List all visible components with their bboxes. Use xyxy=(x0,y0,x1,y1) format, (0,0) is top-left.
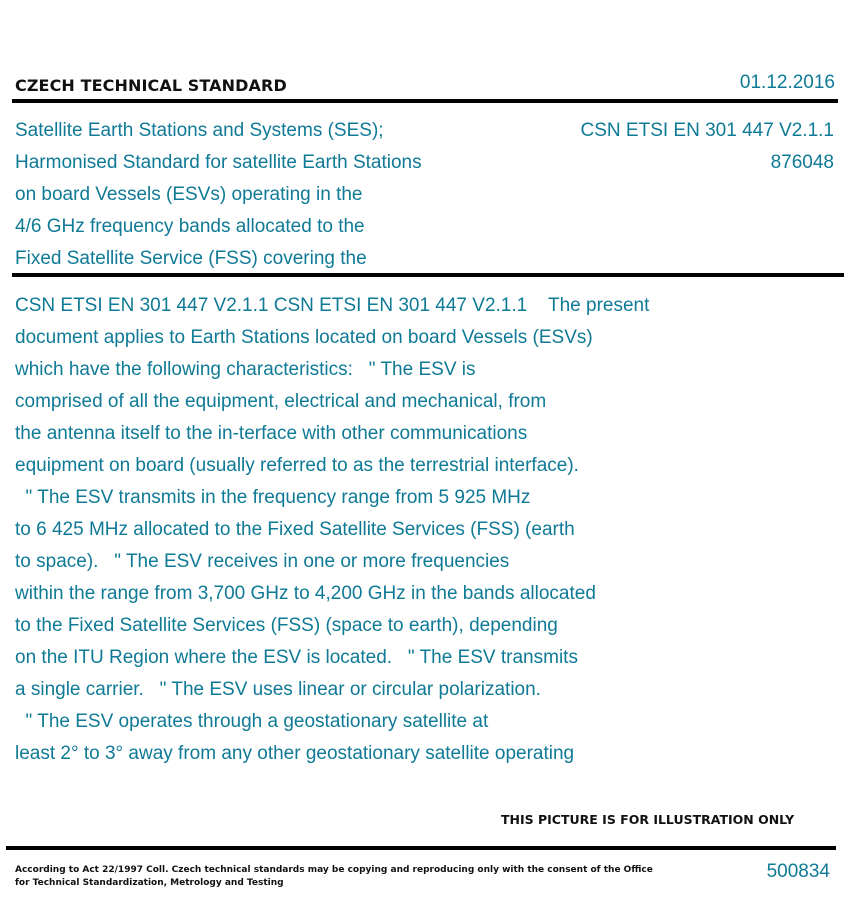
legal-notice xyxy=(15,864,653,890)
abstract-line: to 6 425 MHz allocated to the Fixed Satellite Services (FSS) (earth xyxy=(15,519,575,540)
abstract-line: which have the following characteristics: " The ESV is xyxy=(15,359,476,380)
standard-identifier xyxy=(581,115,834,179)
abstract-line: document applies to Earth Stations located on board Vessels (ESVs) xyxy=(15,327,593,348)
abstract-line: within the range from 3,700 GHz to 4,200 GHz in the bands allocated xyxy=(15,583,596,604)
abstract-line: CSN ETSI EN 301 447 V2.1.1 CSN ETSI EN 301 447 V2.1.1 The present xyxy=(15,295,650,316)
abstract-line: " The ESV operates through a geostationary satellite at xyxy=(15,711,489,732)
abstract-line: " The ESV transmits in the frequency range from 5 925 MHz xyxy=(15,487,531,508)
publication-date: 01.12.2016 xyxy=(739,72,835,93)
abstract-line: least 2° to 3° away from any other geostationary satellite operating xyxy=(15,743,575,764)
title-divider xyxy=(12,273,844,277)
abstract-text xyxy=(15,290,835,770)
title-line: Harmonised Standard for satellite Earth Stations xyxy=(15,152,422,173)
document-number: 500834 xyxy=(766,861,830,882)
abstract-line: the antenna itself to the in-terface with other communications xyxy=(15,423,528,444)
standard-code: CSN ETSI EN 301 447 V2.1.1 xyxy=(580,120,834,141)
catalog-number: 876048 xyxy=(770,152,834,173)
title-line: 4/6 GHz frequency bands allocated to the xyxy=(15,216,365,237)
abstract-line: to the Fixed Satellite Services (FSS) (space to earth), depending xyxy=(15,615,558,636)
abstract-line: comprised of all the equipment, electrical and mechanical, from xyxy=(15,391,547,412)
legal-notice-line: for Technical Standardization, Metrology and Testing xyxy=(15,878,284,888)
abstract-line: to space). " The ESV receives in one or more frequencies xyxy=(15,551,510,572)
illustration-disclaimer: THIS PICTURE IS FOR ILLUSTRATION ONLY xyxy=(501,812,795,827)
header-divider xyxy=(12,99,838,103)
footer-divider xyxy=(6,846,836,850)
standard-title xyxy=(15,115,515,275)
legal-notice-line: According to Act 22/1997 Coll. Czech technical standards may be copying and reproducing only with the consent of the Office xyxy=(15,865,653,875)
abstract-line: a single carrier. " The ESV uses linear or circular polarization. xyxy=(15,679,541,700)
title-line: on board Vessels (ESVs) operating in the xyxy=(15,184,363,205)
abstract-line: equipment on board (usually referred to as the terrestrial interface). xyxy=(15,455,579,476)
abstract-line: on the ITU Region where the ESV is located. " The ESV transmits xyxy=(15,647,578,668)
title-line: Fixed Satellite Service (FSS) covering the xyxy=(15,248,367,269)
title-line: Satellite Earth Stations and Systems (SES); xyxy=(15,120,384,141)
document-type-title: CZECH TECHNICAL STANDARD xyxy=(15,76,287,95)
